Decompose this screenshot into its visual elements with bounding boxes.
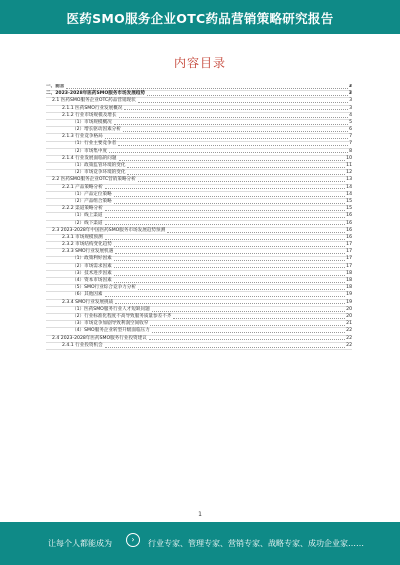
toc-leader-dots <box>105 217 346 218</box>
footer-banner <box>0 522 400 565</box>
toc-entry-text: （5）SMO行业综合竞争力分析 <box>72 285 136 291</box>
toc-entry-page: 3 <box>348 91 352 97</box>
toc-entry[interactable] <box>46 213 352 220</box>
toc-entry[interactable] <box>46 106 352 113</box>
toc-leader-dots <box>105 224 346 225</box>
toc-leader-dots <box>105 138 348 139</box>
toc-leader-dots <box>114 275 345 276</box>
toc-entry-page: 12 <box>346 170 352 176</box>
toc-leader-dots <box>138 289 345 290</box>
toc-entry-page: 16 <box>346 213 352 219</box>
toc-entry-text: （1）线上渠道 <box>72 213 103 219</box>
toc-entry[interactable] <box>46 185 352 192</box>
toc-entry-text: 2.3.3 SMO行业发展机遇 <box>62 249 114 255</box>
toc-entry[interactable] <box>46 257 352 264</box>
arrow-right-icon: › <box>126 533 140 547</box>
toc-leader-dots <box>138 102 348 103</box>
toc-entry-text: 2.4.1 行业投资机会 <box>62 342 103 348</box>
toc-leader-dots <box>114 196 345 197</box>
toc-entry-page: 14 <box>346 184 352 190</box>
toc-entry[interactable] <box>46 307 352 314</box>
toc-entry-text: （4）资本市场因素 <box>72 278 112 284</box>
footer-slogan-left: 让每个人都能成为 <box>48 539 112 548</box>
toc-heading: 内容目录 <box>173 56 226 70</box>
toc-leader-dots <box>115 303 345 304</box>
toc-entry-page: 21 <box>346 321 352 327</box>
toc-entry-page: 4 <box>349 112 352 118</box>
toc-leader-dots <box>114 267 345 268</box>
toc-entry-page: 7 <box>349 134 352 140</box>
toc-entry-page: 17 <box>346 263 352 269</box>
toc-leader-dots <box>123 131 348 132</box>
toc-entry-text: （1）行业主要竞争者 <box>72 141 117 147</box>
toc-entry-page: 8 <box>349 148 352 154</box>
header-banner <box>0 0 400 34</box>
toc-entry-page: 3 <box>348 84 352 89</box>
toc-leader-dots <box>124 109 348 110</box>
toc-entry-text: 2.3 2023-2028年中国医药SMO服务市场发展趋势预测 <box>52 227 166 233</box>
toc-entry-page: 15 <box>346 198 352 204</box>
toc-entry-page: 11 <box>346 163 352 169</box>
toc-entry-page: 18 <box>346 278 352 284</box>
toc-leader-dots <box>114 246 345 247</box>
toc-leader-dots <box>118 145 348 146</box>
toc-entry-page: 17 <box>346 256 352 262</box>
toc-entry-text: （6）其他因素 <box>72 292 103 298</box>
toc-entry-text: （2）线下渠道 <box>72 220 103 226</box>
toc-entry[interactable] <box>46 264 352 271</box>
toc-entry-page: 18 <box>346 270 352 276</box>
toc-entry-text: （2）增长驱动因素分析 <box>72 127 121 133</box>
toc-entry[interactable] <box>46 292 352 299</box>
toc-entry-text: 2.4 2023-2028年医药SMO服务行业投资建议 <box>52 335 147 341</box>
toc-entry-text: 2.1.3 行业竞争格局 <box>62 134 103 140</box>
toc-entry-page: 7 <box>349 141 352 147</box>
page-number: 1 <box>198 511 202 518</box>
toc-entry[interactable] <box>46 300 352 307</box>
toc-entry-text: （2）市场集中度 <box>72 148 108 154</box>
toc-entry-page: 19 <box>346 292 352 298</box>
toc-entry-text: （3）市场竞争加剧导致利润空间收窄 <box>72 321 149 327</box>
toc-entry-text: （1）政策监管环境的变化 <box>72 163 126 169</box>
toc-entry-text: （1）产品定位策略 <box>72 191 112 197</box>
toc-entry-text: （1）政策利好因素 <box>72 256 112 262</box>
toc-entry-page: 17 <box>346 242 352 248</box>
toc-entry[interactable] <box>46 177 352 184</box>
toc-entry-text: （2）市场竞争环境的变化 <box>72 170 126 176</box>
toc-entry[interactable] <box>46 192 352 199</box>
toc-entry-page: 17 <box>346 249 352 255</box>
toc-leader-dots <box>105 239 345 240</box>
toc-entry-page: 16 <box>346 234 352 240</box>
footer-slogan-right: 行业专家、管理专家、营销专家、战略专家、成功企业家…… <box>148 539 364 548</box>
toc-entry[interactable] <box>46 113 352 120</box>
toc-leader-dots <box>105 210 345 211</box>
toc-leader-dots <box>66 88 347 89</box>
toc-leader-dots <box>152 332 345 333</box>
toc-entry-text: （3）技术进步因素 <box>72 270 112 276</box>
toc-entry-page: 19 <box>346 299 352 305</box>
toc-leader-dots <box>152 311 345 312</box>
toc-entry-page: 10 <box>346 155 352 161</box>
toc-entry-page: 6 <box>349 127 352 133</box>
toc-leader-dots <box>149 339 345 340</box>
toc-leader-dots <box>114 124 348 125</box>
toc-entry[interactable] <box>46 271 352 278</box>
toc-entry-text: （2）市场需求因素 <box>72 263 112 269</box>
toc-entry-text: （1）市场规模概况 <box>72 119 112 125</box>
toc-entry-text: 二、2023-2028年医药SMO服务市场发展趋势 <box>46 91 145 97</box>
toc-leader-dots <box>138 181 345 182</box>
toc-leader-dots <box>173 318 345 319</box>
toc-leader-dots <box>105 296 346 297</box>
toc-entry-text: 2.1.4 行业发展面临的问题 <box>62 155 117 161</box>
toc-entry[interactable] <box>46 156 352 163</box>
toc-entry-page: 14 <box>346 191 352 197</box>
toc-leader-dots <box>167 232 345 233</box>
toc-entry[interactable] <box>46 149 352 156</box>
toc-leader-dots <box>109 152 348 153</box>
toc-leader-dots <box>127 174 345 175</box>
toc-entry-text: 2.3.1 市场规模预测 <box>62 234 103 240</box>
toc-entry-page: 15 <box>346 206 352 212</box>
toc-entry-text: 2.1 医药SMO服务企业OTC药品营销现状 <box>52 98 136 104</box>
toc-entry-page: 18 <box>346 285 352 291</box>
toc-entry-text: 2.3.4 SMO行业发展挑战 <box>62 299 114 305</box>
toc-leader-dots <box>147 95 348 96</box>
report-title: 医药SMO服务企业OTC药品营销策略研究报告 <box>66 11 334 26</box>
toc-entry-page: 5 <box>349 119 352 125</box>
toc-entry[interactable] <box>46 98 352 105</box>
toc-leader-dots <box>105 188 345 189</box>
toc-entry-text: 一、前言 <box>46 84 65 89</box>
toc-leader-dots <box>115 253 345 254</box>
toc-entry[interactable] <box>46 328 352 335</box>
toc-entry[interactable] <box>46 221 352 228</box>
toc-entry-page: 3 <box>349 98 352 104</box>
toc-entry[interactable] <box>46 336 352 343</box>
toc-entry-text: 2.1.2 行业市场规模及增长 <box>62 112 117 118</box>
toc-entry-text: （1）医药SMO服务行业人才短缺问题 <box>72 306 150 312</box>
toc-leader-dots <box>127 167 345 168</box>
toc-entry-text: （2）行业标准化程度不高导致服务质量参差不齐 <box>72 313 172 319</box>
toc-entry[interactable] <box>46 228 352 235</box>
toc-entry[interactable] <box>46 142 352 149</box>
toc-entry-page: 16 <box>346 220 352 226</box>
toc-entry-page: 22 <box>346 335 352 341</box>
toc-entry[interactable] <box>46 343 352 350</box>
toc-entry-text: （4）SMO服务企业转型升级面临压力 <box>72 328 150 334</box>
toc-entry-page: 13 <box>346 177 352 183</box>
toc-entry-text: 2.3.2 市场结构变化趋势 <box>62 242 112 248</box>
toc-leader-dots <box>119 160 346 161</box>
toc-entry-text: 2.1.1 医药SMO行业发展概况 <box>62 105 123 111</box>
toc-entry-text: 2.2 医药SMO服务企业OTC营销策略分析 <box>52 177 136 183</box>
toc-entry-text: 2.2.2 渠道策略分析 <box>62 206 103 212</box>
toc-leader-dots <box>114 260 345 261</box>
toc-leader-dots <box>150 325 345 326</box>
toc-leader-dots <box>119 117 349 118</box>
toc-entry-text: 2.2.1 产品策略分析 <box>62 184 103 190</box>
toc-leader-dots <box>114 203 345 204</box>
toc-entry-page: 22 <box>346 328 352 334</box>
toc-entry-text: （2）产品组合策略 <box>72 198 112 204</box>
toc-entry-page: 3 <box>349 105 352 111</box>
toc-list <box>46 84 352 514</box>
toc-entry-page: 20 <box>346 306 352 312</box>
toc-entry-page: 20 <box>346 313 352 319</box>
toc-leader-dots <box>105 347 345 348</box>
toc-entry-page: 16 <box>346 227 352 233</box>
toc-leader-dots <box>114 282 345 283</box>
toc-entry-page: 22 <box>346 342 352 348</box>
